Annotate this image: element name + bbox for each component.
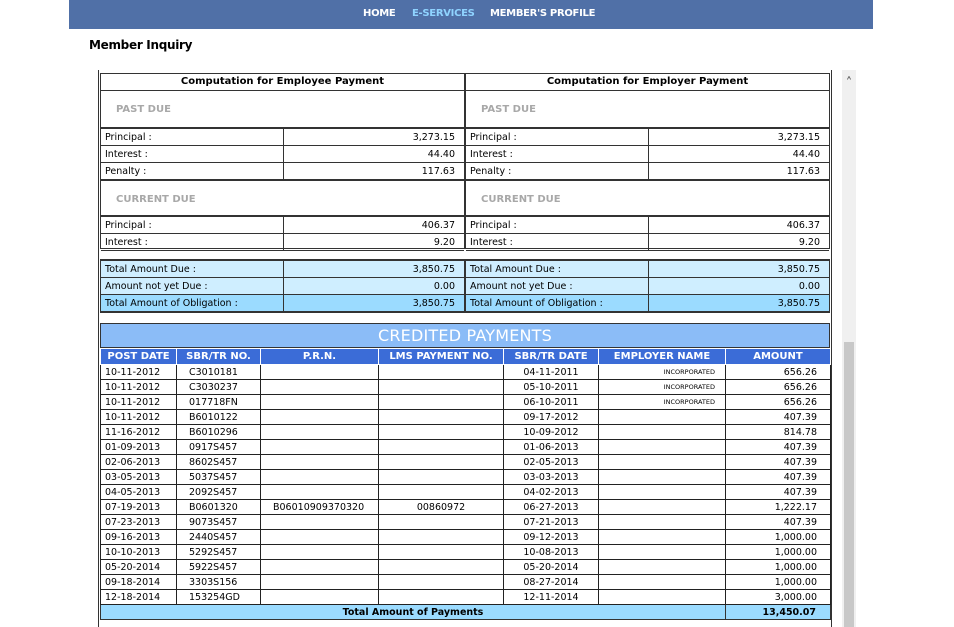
payment-cell-sbr-tr-no: 3303S156 bbox=[177, 575, 261, 590]
payment-cell-amount: 1,000.00 bbox=[726, 530, 831, 545]
total-payments-value: 13,450.07 bbox=[726, 605, 831, 620]
payment-cell-lms-payment-no bbox=[379, 395, 504, 410]
employee-past-due-section bbox=[101, 91, 464, 128]
inquiry-content bbox=[98, 70, 832, 627]
payment-cell-employer-name bbox=[599, 500, 726, 515]
employee-principal-label: Principal : bbox=[101, 129, 284, 146]
payment-cell-prn bbox=[261, 515, 379, 530]
employer-not-yet-due-label: Amount not yet Due : bbox=[466, 278, 649, 295]
payment-cell-lms-payment-no bbox=[379, 545, 504, 560]
employee-past-due-table bbox=[101, 128, 464, 180]
payment-cell-sbr-tr-no: B6010122 bbox=[177, 410, 261, 425]
payment-cell-amount: 656.26 bbox=[726, 380, 831, 395]
employer-principal-value: 3,273.15 bbox=[649, 129, 830, 146]
nav-e-services[interactable]: E-SERVICES bbox=[412, 8, 475, 19]
payment-cell-lms-payment-no bbox=[379, 410, 504, 425]
payment-cell-lms-payment-no bbox=[379, 560, 504, 575]
content-left-border bbox=[98, 70, 99, 627]
payment-cell-amount: 407.39 bbox=[726, 485, 831, 500]
payment-cell-lms-payment-no bbox=[379, 425, 504, 440]
employee-interest-label: Interest : bbox=[101, 146, 284, 163]
payment-cell-prn bbox=[261, 485, 379, 500]
col-sbr-tr-date: SBR/TR DATE bbox=[504, 349, 599, 365]
payment-cell-post-date: 02-06-2013 bbox=[101, 455, 177, 470]
payment-cell-prn bbox=[261, 395, 379, 410]
nav-members-profile[interactable]: MEMBER'S PROFILE bbox=[490, 8, 596, 19]
payment-cell-lms-payment-no bbox=[379, 440, 504, 455]
payment-row bbox=[101, 545, 831, 560]
payment-cell-amount: 656.26 bbox=[726, 395, 831, 410]
payment-cell-prn bbox=[261, 560, 379, 575]
payment-row bbox=[101, 470, 831, 485]
payment-cell-post-date: 07-23-2013 bbox=[101, 515, 177, 530]
employer-computation-title: Computation for Employer Payment bbox=[466, 74, 829, 91]
employer-interest-value: 44.40 bbox=[649, 146, 830, 163]
payment-cell-prn bbox=[261, 545, 379, 560]
payment-cell-employer-name bbox=[599, 530, 726, 545]
col-prn: P.R.N. bbox=[261, 349, 379, 365]
payment-cell-amount: 1,000.00 bbox=[726, 575, 831, 590]
employer-cur-interest-value: 9.20 bbox=[649, 234, 830, 251]
payment-cell-post-date: 07-19-2013 bbox=[101, 500, 177, 515]
payment-cell-prn bbox=[261, 575, 379, 590]
payment-row bbox=[101, 365, 831, 380]
employee-interest-value: 44.40 bbox=[284, 146, 465, 163]
payment-cell-prn: B06010909370320 bbox=[261, 500, 379, 515]
payment-cell-lms-payment-no: 00860972 bbox=[379, 500, 504, 515]
employee-not-yet-due-value: 0.00 bbox=[284, 278, 465, 295]
payment-cell-sbr-tr-no: 8602S457 bbox=[177, 455, 261, 470]
payment-cell-sbr-tr-date: 05-20-2014 bbox=[504, 560, 599, 575]
employer-total-due-label: Total Amount Due : bbox=[466, 261, 649, 278]
payment-cell-sbr-tr-no: C3010181 bbox=[177, 365, 261, 380]
payment-row bbox=[101, 425, 831, 440]
payment-cell-post-date: 10-11-2012 bbox=[101, 380, 177, 395]
payment-cell-amount: 1,222.17 bbox=[726, 500, 831, 515]
col-employer-name: EMPLOYER NAME bbox=[599, 349, 726, 365]
payment-cell-employer-name bbox=[599, 545, 726, 560]
employee-cur-principal-value: 406.37 bbox=[284, 217, 465, 234]
employee-total-due-label: Total Amount Due : bbox=[101, 261, 284, 278]
payment-row bbox=[101, 590, 831, 605]
credited-payments-table bbox=[100, 348, 831, 620]
payment-cell-prn bbox=[261, 440, 379, 455]
payment-row bbox=[101, 380, 831, 395]
vertical-scrollbar[interactable] bbox=[842, 70, 856, 627]
employee-total-due-value: 3,850.75 bbox=[284, 261, 465, 278]
payment-cell-post-date: 04-05-2013 bbox=[101, 485, 177, 500]
payment-cell-sbr-tr-no: 153254GD bbox=[177, 590, 261, 605]
payment-cell-post-date: 01-09-2013 bbox=[101, 440, 177, 455]
payment-cell-employer-name bbox=[599, 455, 726, 470]
payment-cell-amount: 656.26 bbox=[726, 365, 831, 380]
employer-past-due-label: PAST DUE bbox=[481, 104, 536, 115]
payment-cell-sbr-tr-no: 0917S457 bbox=[177, 440, 261, 455]
payment-cell-sbr-tr-no: C3030237 bbox=[177, 380, 261, 395]
payment-cell-sbr-tr-no: B6010296 bbox=[177, 425, 261, 440]
employee-cur-interest-label: Interest : bbox=[101, 234, 284, 251]
payment-cell-amount: 814.78 bbox=[726, 425, 831, 440]
total-payments-row bbox=[101, 605, 831, 620]
credited-payments-body bbox=[101, 365, 831, 605]
payment-cell-prn bbox=[261, 380, 379, 395]
payment-row bbox=[101, 515, 831, 530]
employee-obligation-value: 3,850.75 bbox=[284, 295, 465, 312]
employee-totals-table bbox=[101, 260, 464, 312]
employee-past-due-label: PAST DUE bbox=[116, 104, 171, 115]
employer-penalty-value: 117.63 bbox=[649, 163, 830, 180]
payment-row bbox=[101, 455, 831, 470]
employer-cur-principal-label: Principal : bbox=[466, 217, 649, 234]
payment-cell-sbr-tr-date: 07-21-2013 bbox=[504, 515, 599, 530]
employee-not-yet-due-label: Amount not yet Due : bbox=[101, 278, 284, 295]
payment-cell-sbr-tr-date: 06-27-2013 bbox=[504, 500, 599, 515]
payment-cell-lms-payment-no bbox=[379, 590, 504, 605]
payment-cell-lms-payment-no bbox=[379, 485, 504, 500]
credited-payments-panel bbox=[100, 323, 830, 620]
payment-cell-employer-name: INCORPORATED bbox=[599, 395, 726, 410]
credited-payments-header-row bbox=[101, 349, 831, 365]
payment-cell-amount: 407.39 bbox=[726, 470, 831, 485]
col-post-date: POST DATE bbox=[101, 349, 177, 365]
payment-cell-employer-name bbox=[599, 425, 726, 440]
total-payments-label: Total Amount of Payments bbox=[101, 605, 726, 620]
payment-cell-post-date: 05-20-2014 bbox=[101, 560, 177, 575]
payment-cell-post-date: 12-18-2014 bbox=[101, 590, 177, 605]
payment-cell-prn bbox=[261, 410, 379, 425]
payment-cell-lms-payment-no bbox=[379, 380, 504, 395]
payment-cell-post-date: 09-16-2013 bbox=[101, 530, 177, 545]
payment-cell-prn bbox=[261, 470, 379, 485]
employer-interest-label: Interest : bbox=[466, 146, 649, 163]
payment-row bbox=[101, 560, 831, 575]
payment-cell-sbr-tr-date: 09-17-2012 bbox=[504, 410, 599, 425]
top-nav-bar bbox=[69, 0, 873, 29]
employee-current-due-table bbox=[101, 216, 464, 251]
payment-cell-post-date: 11-16-2012 bbox=[101, 425, 177, 440]
payment-cell-employer-name bbox=[599, 590, 726, 605]
employer-past-due-section bbox=[466, 91, 829, 128]
payment-cell-lms-payment-no bbox=[379, 365, 504, 380]
payment-row bbox=[101, 500, 831, 515]
payment-cell-employer-name bbox=[599, 515, 726, 530]
payment-cell-employer-name bbox=[599, 485, 726, 500]
content-right-border bbox=[831, 70, 832, 627]
employee-obligation-label: Total Amount of Obligation : bbox=[101, 295, 284, 312]
col-sbr-tr-no: SBR/TR NO. bbox=[177, 349, 261, 365]
payment-cell-lms-payment-no bbox=[379, 530, 504, 545]
payment-cell-amount: 407.39 bbox=[726, 440, 831, 455]
employer-principal-label: Principal : bbox=[466, 129, 649, 146]
page-title: Member Inquiry bbox=[89, 38, 193, 52]
payment-cell-sbr-tr-date: 10-08-2013 bbox=[504, 545, 599, 560]
employee-current-due-section bbox=[101, 180, 464, 216]
employee-computation-title: Computation for Employee Payment bbox=[101, 74, 464, 91]
payment-cell-sbr-tr-date: 03-03-2013 bbox=[504, 470, 599, 485]
payment-cell-post-date: 10-10-2013 bbox=[101, 545, 177, 560]
employer-cur-principal-value: 406.37 bbox=[649, 217, 830, 234]
employer-totals-table bbox=[466, 260, 829, 312]
col-lms-payment-no: LMS PAYMENT NO. bbox=[379, 349, 504, 365]
payment-cell-post-date: 10-11-2012 bbox=[101, 410, 177, 425]
payment-cell-sbr-tr-date: 12-11-2014 bbox=[504, 590, 599, 605]
employee-penalty-value: 117.63 bbox=[284, 163, 465, 180]
payment-cell-lms-payment-no bbox=[379, 575, 504, 590]
payment-cell-employer-name bbox=[599, 470, 726, 485]
employer-current-due-label: CURRENT DUE bbox=[481, 194, 561, 205]
payment-cell-amount: 3,000.00 bbox=[726, 590, 831, 605]
payment-cell-employer-name bbox=[599, 440, 726, 455]
payment-cell-sbr-tr-date: 05-10-2011 bbox=[504, 380, 599, 395]
payment-cell-sbr-tr-no: 2440S457 bbox=[177, 530, 261, 545]
employee-computation-panel bbox=[100, 73, 465, 249]
employer-computation-panel bbox=[465, 73, 830, 249]
payment-cell-employer-name bbox=[599, 575, 726, 590]
payment-cell-lms-payment-no bbox=[379, 515, 504, 530]
employer-obligation-label: Total Amount of Obligation : bbox=[466, 295, 649, 312]
payment-cell-employer-name: INCORPORATED bbox=[599, 380, 726, 395]
payment-cell-sbr-tr-no: 9073S457 bbox=[177, 515, 261, 530]
payment-row bbox=[101, 440, 831, 455]
payment-row bbox=[101, 575, 831, 590]
scrollbar-thumb[interactable] bbox=[844, 342, 854, 627]
payment-cell-prn bbox=[261, 530, 379, 545]
employer-current-due-section bbox=[466, 180, 829, 216]
payment-cell-post-date: 10-11-2012 bbox=[101, 395, 177, 410]
payment-cell-amount: 407.39 bbox=[726, 455, 831, 470]
employee-penalty-label: Penalty : bbox=[101, 163, 284, 180]
payment-cell-sbr-tr-date: 04-11-2011 bbox=[504, 365, 599, 380]
payment-cell-amount: 407.39 bbox=[726, 410, 831, 425]
scroll-up-chevron-icon[interactable]: ˄ bbox=[845, 76, 853, 91]
payment-cell-post-date: 10-11-2012 bbox=[101, 365, 177, 380]
employer-total-due-value: 3,850.75 bbox=[649, 261, 830, 278]
credited-payments-title: CREDITED PAYMENTS bbox=[100, 323, 830, 348]
employer-not-yet-due-value: 0.00 bbox=[649, 278, 830, 295]
payment-cell-amount: 1,000.00 bbox=[726, 560, 831, 575]
payment-row bbox=[101, 530, 831, 545]
employee-totals-panel bbox=[100, 259, 465, 313]
employer-current-due-table bbox=[466, 216, 829, 251]
payment-cell-sbr-tr-no: 5037S457 bbox=[177, 470, 261, 485]
employer-totals-panel bbox=[465, 259, 830, 313]
payment-cell-sbr-tr-no: 2092S457 bbox=[177, 485, 261, 500]
payment-cell-amount: 407.39 bbox=[726, 515, 831, 530]
payment-cell-sbr-tr-date: 02-05-2013 bbox=[504, 455, 599, 470]
employer-past-due-table bbox=[466, 128, 829, 180]
payment-cell-lms-payment-no bbox=[379, 470, 504, 485]
payment-cell-sbr-tr-no: 5292S457 bbox=[177, 545, 261, 560]
payment-cell-lms-payment-no bbox=[379, 455, 504, 470]
payment-row bbox=[101, 410, 831, 425]
col-amount: AMOUNT bbox=[726, 349, 831, 365]
payment-cell-sbr-tr-no: 5922S457 bbox=[177, 560, 261, 575]
payment-cell-prn bbox=[261, 365, 379, 380]
payment-cell-sbr-tr-date: 10-09-2012 bbox=[504, 425, 599, 440]
employer-cur-interest-label: Interest : bbox=[466, 234, 649, 251]
employee-principal-value: 3,273.15 bbox=[284, 129, 465, 146]
nav-home[interactable]: HOME bbox=[363, 8, 396, 19]
employee-cur-principal-label: Principal : bbox=[101, 217, 284, 234]
employee-current-due-label: CURRENT DUE bbox=[116, 194, 196, 205]
payment-cell-sbr-tr-no: B0601320 bbox=[177, 500, 261, 515]
payment-cell-prn bbox=[261, 590, 379, 605]
payment-cell-sbr-tr-date: 06-10-2011 bbox=[504, 395, 599, 410]
payment-cell-sbr-tr-date: 04-02-2013 bbox=[504, 485, 599, 500]
payment-cell-employer-name: INCORPORATED bbox=[599, 365, 726, 380]
payment-cell-amount: 1,000.00 bbox=[726, 545, 831, 560]
payment-cell-sbr-tr-date: 09-12-2013 bbox=[504, 530, 599, 545]
payment-cell-prn bbox=[261, 425, 379, 440]
payment-cell-sbr-tr-no: 017718FN bbox=[177, 395, 261, 410]
payment-cell-sbr-tr-date: 01-06-2013 bbox=[504, 440, 599, 455]
employer-penalty-label: Penalty : bbox=[466, 163, 649, 180]
payment-cell-prn bbox=[261, 455, 379, 470]
payment-cell-post-date: 09-18-2014 bbox=[101, 575, 177, 590]
employee-cur-interest-value: 9.20 bbox=[284, 234, 465, 251]
payment-cell-post-date: 03-05-2013 bbox=[101, 470, 177, 485]
payment-cell-employer-name bbox=[599, 560, 726, 575]
payment-row bbox=[101, 485, 831, 500]
payment-cell-employer-name bbox=[599, 410, 726, 425]
employer-obligation-value: 3,850.75 bbox=[649, 295, 830, 312]
payment-cell-sbr-tr-date: 08-27-2014 bbox=[504, 575, 599, 590]
payment-row bbox=[101, 395, 831, 410]
